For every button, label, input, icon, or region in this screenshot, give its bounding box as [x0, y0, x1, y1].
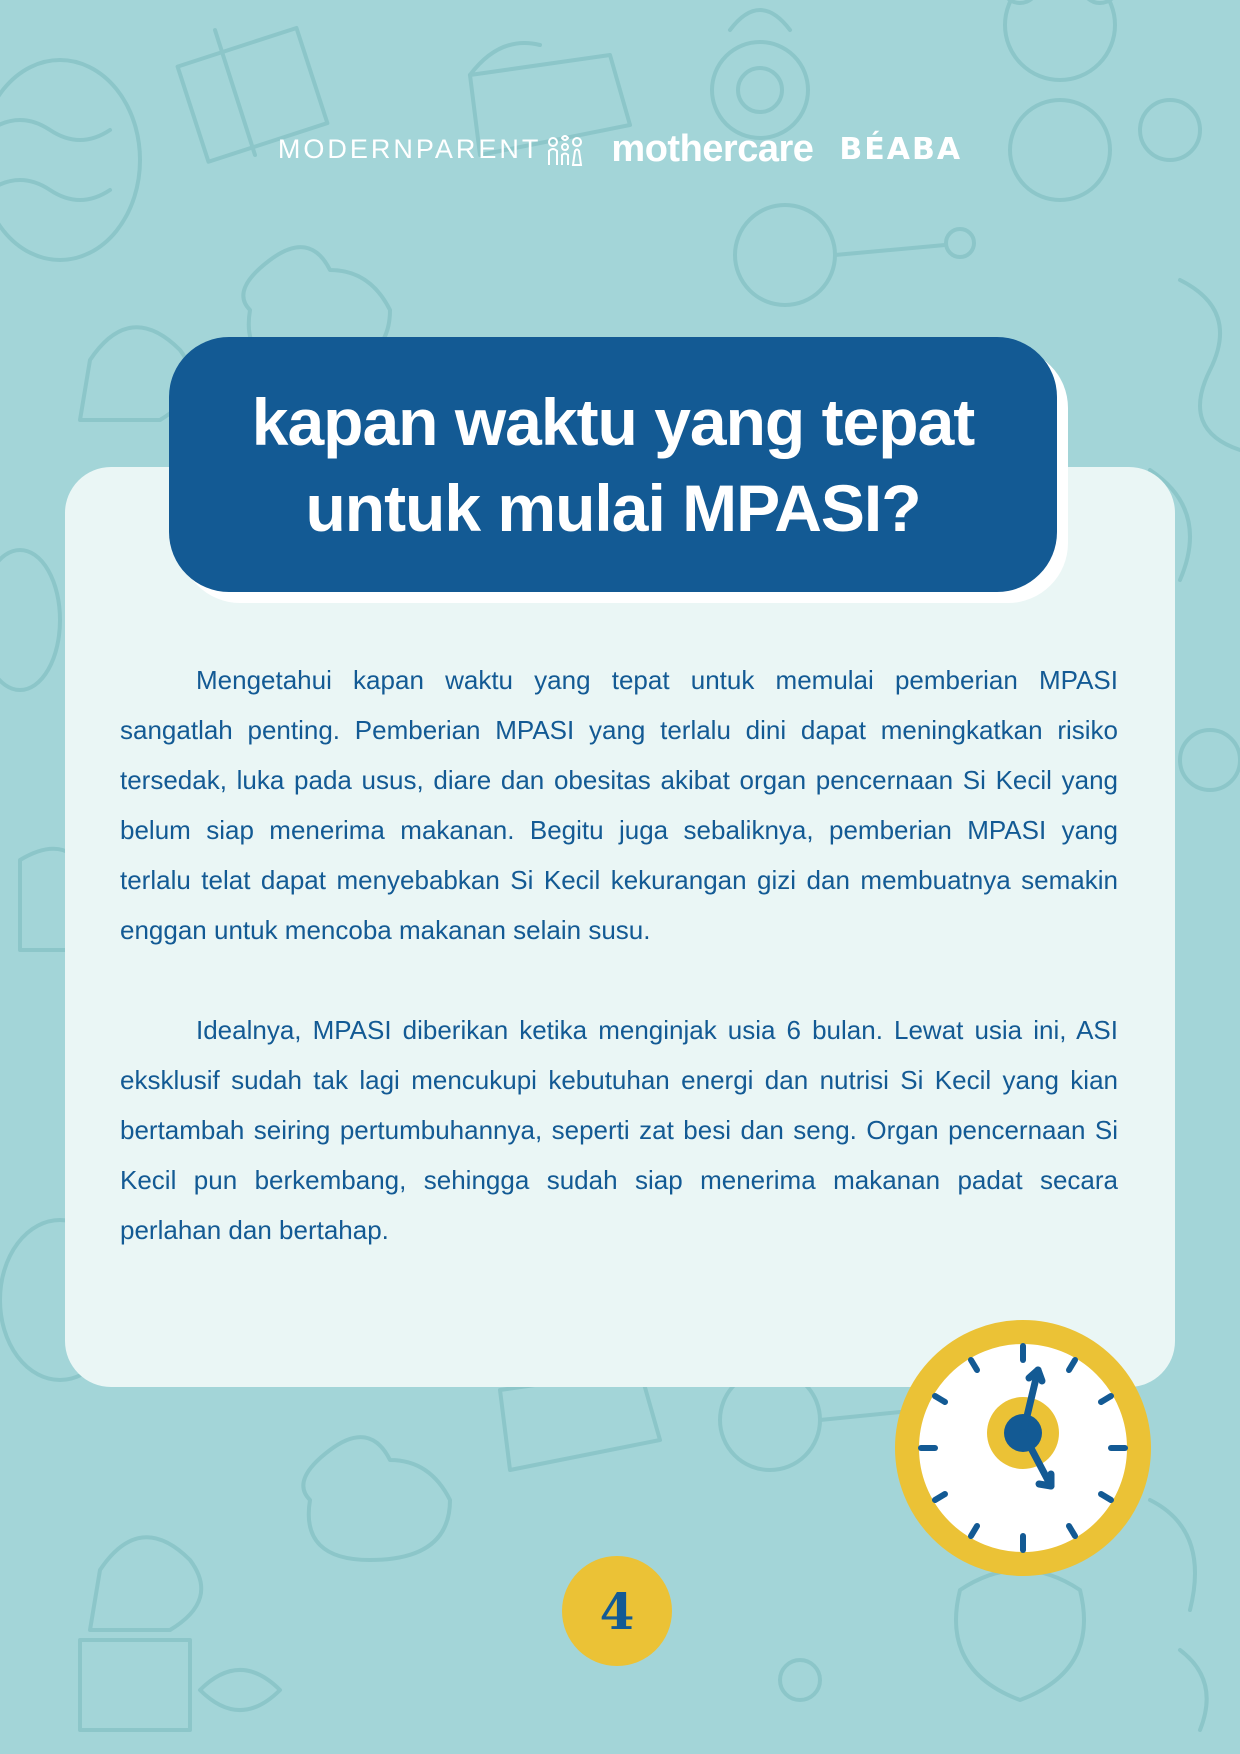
modernparent-wordmark: MODERNPARENT	[277, 134, 542, 164]
beaba-logo: BÉABA	[839, 132, 963, 167]
title-box	[169, 337, 1057, 592]
brand-header	[0, 128, 1240, 171]
modernparent-logo	[278, 133, 586, 167]
page-title	[252, 379, 975, 551]
paragraph-1: Mengetahui kapan waktu yang tepat untuk memulai pemberian MPASI sangatlah penting. Pemberian MPASI yang terlalu dini dapat meningkatkan risiko tersedak, luka pada usus, diare dan obesitas akibat organ pencernaan Si Kecil yang belum siap menerima makanan. Begitu juga sebaliknya, pemberian MPASI yang terlalu telat dapat menyebabkan Si Kecil kekurangan gizi dan membuatnya semakin enggan untuk mencoba makanan selain susu.	[120, 665, 1118, 945]
title-line-1: kapan waktu yang tepat	[251, 384, 975, 459]
family-icon	[545, 133, 585, 167]
title-line-2: untuk mulai MPASI?	[305, 470, 921, 545]
paragraph-2: Idealnya, MPASI diberikan ketika menginjak usia 6 bulan. Lewat usia ini, ASI eksklusif sudah tak lagi mencukupi kebutuhan energi dan nutrisi Si Kecil yang kian bertambah seiring pertumbuhannya, seperti zat besi dan seng. Organ pencernaan Si Kecil pun berkembang, sehingga sudah siap menerima makanan padat secara perlahan dan bertahap.	[120, 1015, 1118, 1245]
mothercare-logo: mothercare	[611, 128, 814, 170]
page-number-badge: 4	[562, 1556, 672, 1666]
body-text	[120, 655, 1118, 1255]
clock-icon	[893, 1318, 1153, 1578]
